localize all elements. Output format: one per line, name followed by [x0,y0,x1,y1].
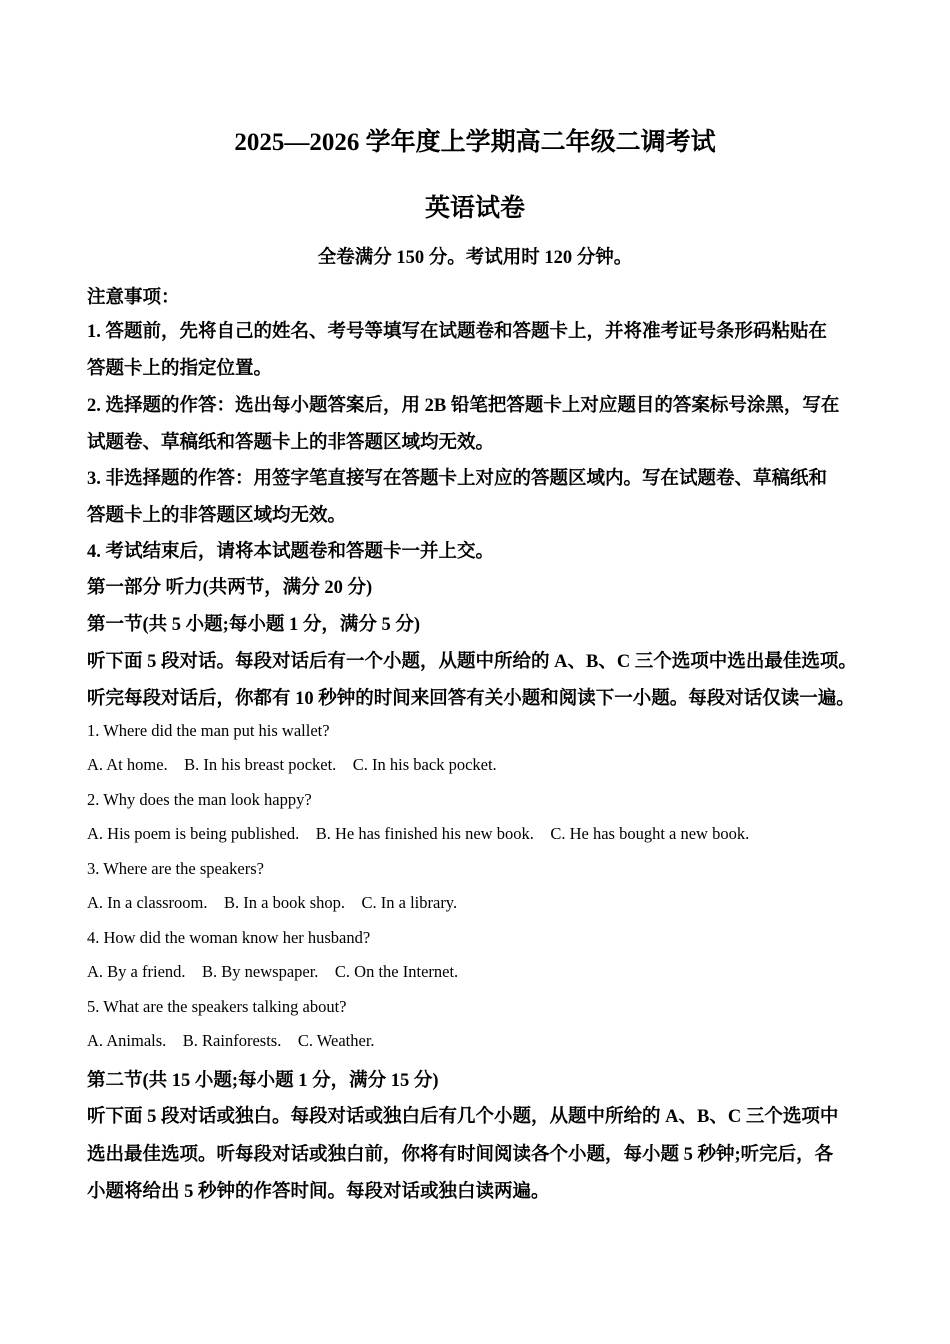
exam-title: 2025—2026 学年度上学期高二年级二调考试 [234,129,716,156]
section1-heading: 第一节(共 5 小题;每小题 1 分，满分 5 分) [87,615,420,635]
question-3: 3. Where are the speakers? [87,859,264,878]
exam-info: 全卷满分 150 分。考试用时 120 分钟。 [317,248,633,268]
section1-instruction: 听下面 5 段对话。每段对话后有一个小题，从题中所给的 A、B、C 三个选项中选出最佳选项。 [87,652,857,672]
section2-instruction: 选出最佳选项。听每段对话或独白前，你将有时间阅读各个小题，每小题 5 秒钟;听完后，各 [87,1145,834,1165]
question-5: 5. What are the speakers talking about? [87,997,347,1016]
notice-line: 2. 选择题的作答：选出每小题答案后，用 2B 铅笔把答题卡上对应题目的答案标号涂黑，写在 [87,396,840,416]
notice-line: 答题卡上的非答题区域均无效。 [87,506,347,526]
notice-line: 3. 非选择题的作答：用签字笔直接写在答题卡上对应的答题区域内。写在试题卷、草稿纸和 [87,469,828,489]
part1-heading: 第一部分 听力(共两节，满分 20 分) [87,578,373,598]
question-5-options: A. Animals. B. Rainforests. C. Weather. [87,1031,375,1050]
section2-heading: 第二节(共 15 小题;每小题 1 分，满分 15 分) [87,1071,439,1091]
question-4-options: A. By a friend. B. By newspaper. C. On the Internet. [87,962,459,981]
question-2-options: A. His poem is being published. B. He has finished his new book. C. He has bought a new book. [87,824,750,843]
notice-line: 1. 答题前，先将自己的姓名、考号等填写在试题卷和答题卡上，并将准考证号条形码粘贴在 [87,322,828,342]
notice-heading: 注意事项： [87,288,180,308]
notice-line: 答题卡上的指定位置。 [87,359,273,379]
section2-instruction: 听下面 5 段对话或独白。每段对话或独白后有几个小题，从题中所给的 A、B、C 三个选项中 [87,1107,839,1127]
question-2: 2. Why does the man look happy? [87,790,312,809]
section2-instruction: 小题将给出 5 秒钟的作答时间。每段对话或独白读两遍。 [87,1182,550,1202]
notice-line: 4. 考试结束后，请将本试题卷和答题卡一并上交。 [87,542,495,562]
question-4: 4. How did the woman know her husband? [87,928,371,947]
notice-line: 试题卷、草稿纸和答题卡上的非答题区域均无效。 [87,433,495,453]
exam-subtitle: 英语试卷 [424,195,525,222]
section1-instruction: 听完每段对话后，你都有 10 秒钟的时间来回答有关小题和阅读下一小题。每段对话仅读一遍。 [87,689,855,709]
question-3-options: A. In a classroom. B. In a book shop. C. In a library. [87,893,458,912]
question-1: 1. Where did the man put his wallet? [87,721,330,740]
question-1-options: A. At home. B. In his breast pocket. C. In his back pocket. [87,755,497,774]
